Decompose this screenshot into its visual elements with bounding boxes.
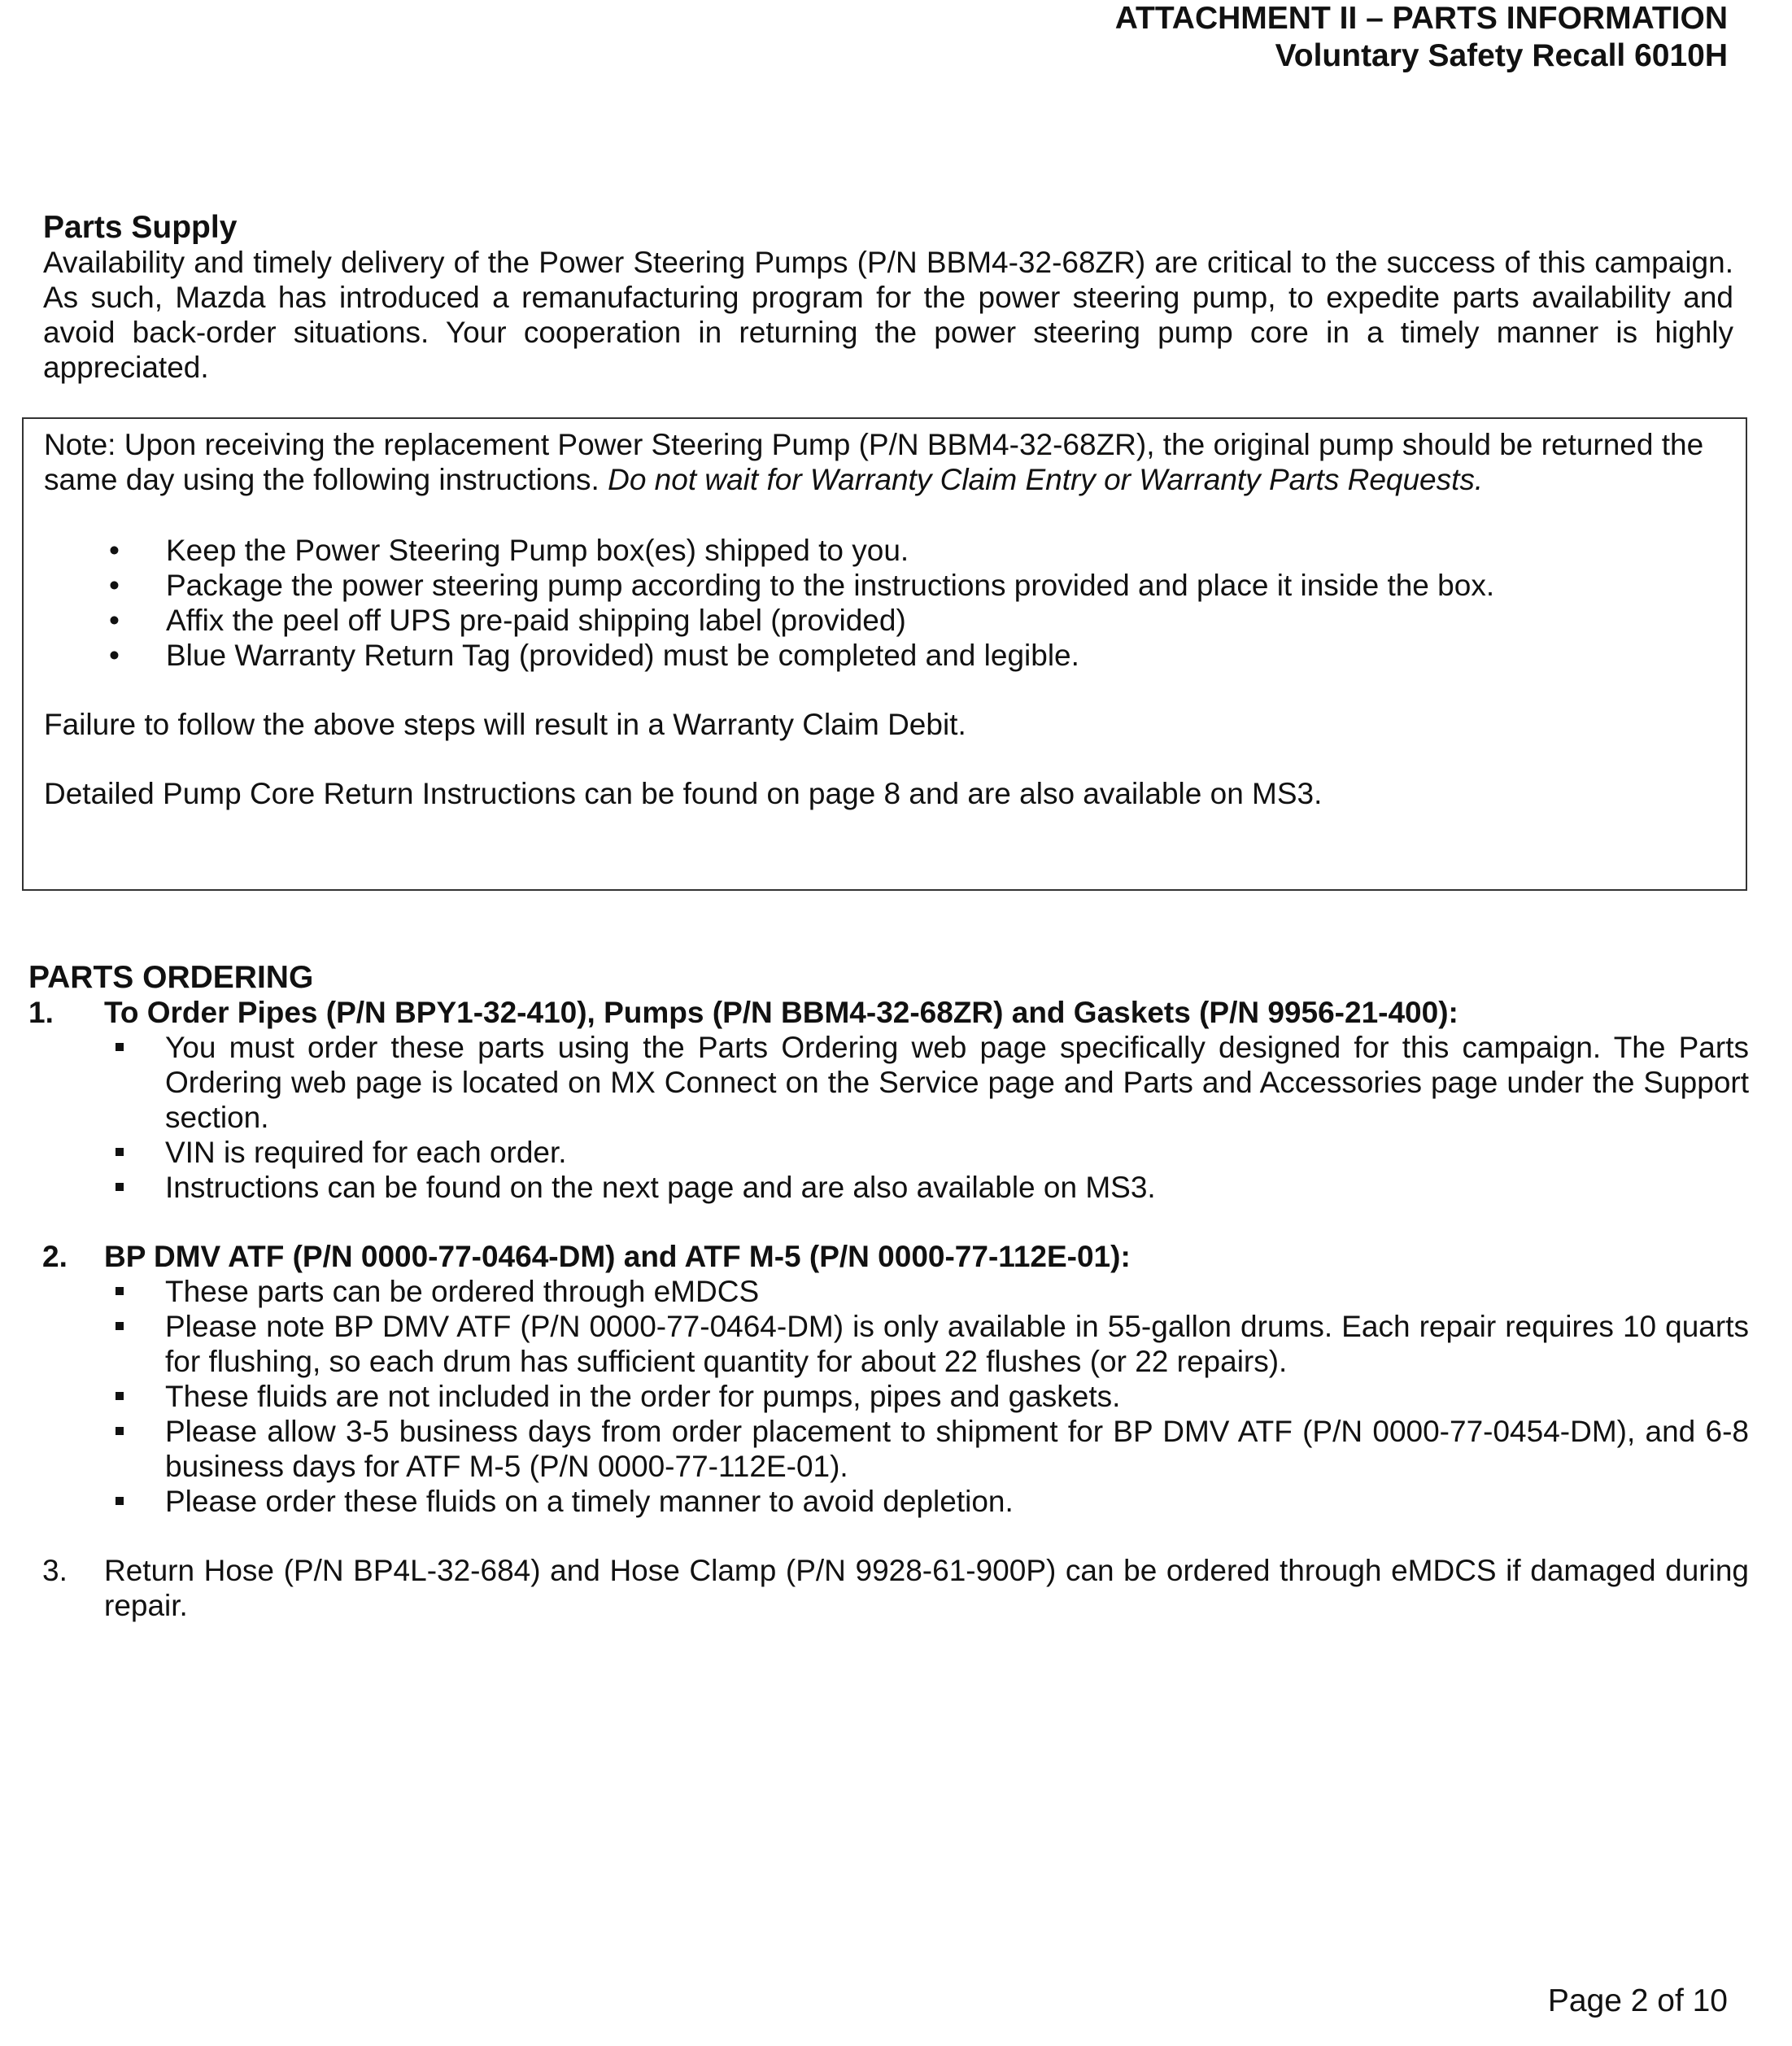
parts-supply-section: [43, 210, 1733, 385]
list-item: [104, 1170, 1749, 1205]
list-item: [44, 533, 1725, 568]
list-item: [104, 1135, 1749, 1170]
note-bullet-list: [44, 533, 1725, 673]
square-bullet-icon: [116, 1322, 124, 1330]
note-intro: [44, 427, 1725, 497]
list-item: [104, 1274, 1749, 1309]
square-bullet-icon: [116, 1497, 124, 1505]
item-bullet-list: [104, 1030, 1749, 1205]
bullet-icon: •: [109, 639, 120, 672]
square-bullet-icon: [116, 1148, 124, 1156]
note-detail-reference: Detailed Pump Core Return Instructions can be found on page 8 and are also available on MS3.: [44, 777, 1323, 810]
list-item-text: Please allow 3-5 business days from order placement to shipment for BP DMV ATF (P/N 0000-77-0454-DM), and 6-8 business days for ATF M-5 (P/N 0000-77-112E-01).: [165, 1415, 1749, 1483]
ordering-item-1: [28, 995, 1749, 1205]
list-item: [44, 568, 1725, 603]
page-number: Page 2 of 10: [1547, 1983, 1728, 2018]
item-heading: BP DMV ATF (P/N 0000-77-0464-DM) and ATF M-5 (P/N 0000-77-112E-01):: [104, 1240, 1131, 1273]
parts-ordering-section: [28, 960, 1749, 1623]
bullet-icon: •: [109, 534, 120, 567]
ordering-item-2: [28, 1239, 1749, 1519]
list-item: [104, 1484, 1749, 1519]
list-item-text: Instructions can be found on the next page and are also available on MS3.: [165, 1171, 1156, 1204]
item-number: 1.: [28, 996, 54, 1029]
list-item-text: Blue Warranty Return Tag (provided) must be completed and legible.: [166, 639, 1079, 672]
bullet-icon: •: [109, 569, 120, 602]
item-bullet-list: [104, 1274, 1749, 1519]
list-item: [44, 603, 1725, 638]
document-header: [1115, 0, 1728, 75]
item-number: 2.: [42, 1240, 68, 1273]
recall-title: Voluntary Safety Recall 6010H: [1275, 38, 1728, 73]
list-item-text: You must order these parts using the Parts Ordering web page specifically designed for this campaign. The Parts Ordering web page is located on MX Connect on the Service page and Parts and Accessories page under the Support section.: [165, 1031, 1749, 1134]
list-item: [104, 1414, 1749, 1484]
list-item-text: These fluids are not included in the order for pumps, pipes and gaskets.: [165, 1380, 1121, 1413]
square-bullet-icon: [116, 1043, 124, 1051]
item-heading: To Order Pipes (P/N BPY1-32-410), Pumps (P/N BBM4-32-68ZR) and Gaskets (P/N 9956-21-400):: [104, 996, 1458, 1029]
square-bullet-icon: [116, 1287, 124, 1295]
list-item-text: VIN is required for each order.: [165, 1136, 567, 1169]
list-item: [104, 1309, 1749, 1379]
item-text: Return Hose (P/N BP4L-32-684) and Hose Clamp (P/N 9928-61-900P) can be ordered through eMDCS if damaged during repair.: [104, 1554, 1749, 1622]
item-number: 3.: [42, 1554, 68, 1587]
square-bullet-icon: [116, 1392, 124, 1400]
ordering-item-3: [28, 1553, 1749, 1623]
bullet-icon: •: [109, 604, 120, 637]
parts-supply-heading: Parts Supply: [43, 210, 238, 245]
note-box: [22, 417, 1747, 891]
list-item-text: Please note BP DMV ATF (P/N 0000-77-0464-DM) is only available in 55-gallon drums. Each repair requires 10 quarts for flushing, so each drum has sufficient quantity for about 22 flushes (or 22 repairs).: [165, 1310, 1749, 1378]
note-intro-italic: Do not wait for Warranty Claim Entry or Warranty Parts Requests.: [608, 463, 1484, 496]
list-item-text: These parts can be ordered through eMDCS: [165, 1275, 760, 1308]
parts-ordering-heading: PARTS ORDERING: [28, 960, 314, 995]
list-item-text: Package the power steering pump according to the instructions provided and place it inside the box.: [166, 569, 1495, 602]
square-bullet-icon: [116, 1183, 124, 1191]
square-bullet-icon: [116, 1427, 124, 1435]
list-item: [104, 1379, 1749, 1414]
list-item-text: Please order these fluids on a timely manner to avoid depletion.: [165, 1485, 1014, 1518]
parts-supply-paragraph: Availability and timely delivery of the Power Steering Pumps (P/N BBM4-32-68ZR) are critical to the success of this campaign. As such, Mazda has introduced a remanufacturing program for the power steering pump, to expedite parts availability and avoid back-order situations. Your cooperation in returning the power steering pump core in a timely manner is highly appreciated.: [43, 246, 1733, 384]
attachment-title: ATTACHMENT II – PARTS INFORMATION: [1114, 1, 1728, 36]
list-item-text: Keep the Power Steering Pump box(es) shipped to you.: [166, 534, 909, 567]
note-failure-warning: Failure to follow the above steps will result in a Warranty Claim Debit.: [44, 708, 966, 741]
note-intro-text: Note: Upon receiving the replacement Power Steering Pump (P/N BBM4-32-68ZR), the original pump should be returned the same day using the following instructions.: [44, 428, 1704, 496]
list-item: [104, 1030, 1749, 1135]
list-item: [44, 638, 1725, 673]
list-item-text: Affix the peel off UPS pre-paid shipping label (provided): [166, 604, 906, 637]
